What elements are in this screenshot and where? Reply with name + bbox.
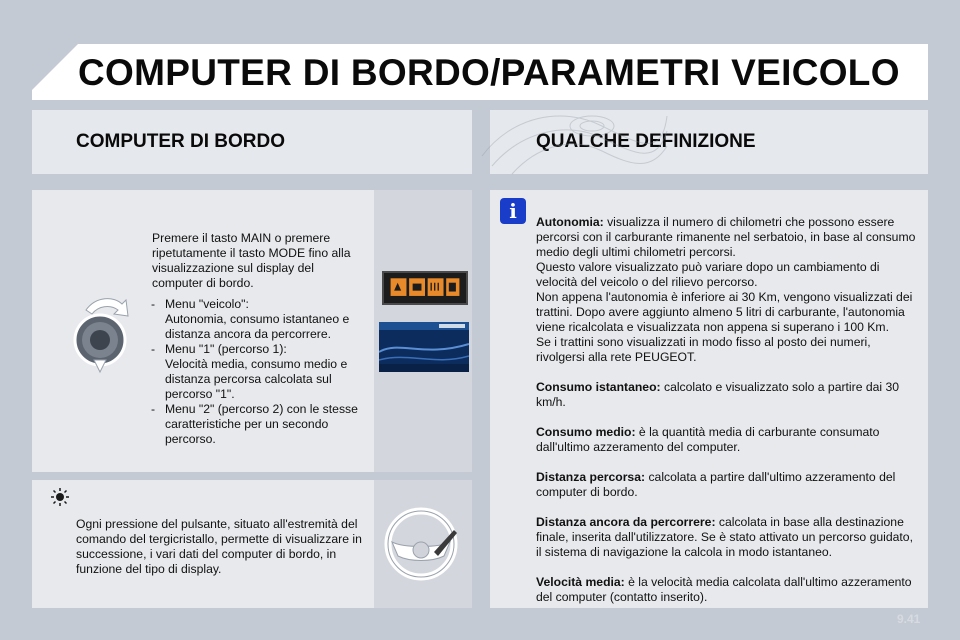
page-number: 9.41 [897, 612, 921, 626]
lightbulb-icon [50, 487, 70, 507]
menu-item [151, 402, 371, 447]
list-dash: - [151, 342, 156, 356]
definitions-list [536, 215, 918, 620]
rotary-knob-icon [68, 292, 138, 374]
left-section-header [32, 110, 472, 174]
left-section-title: COMPUTER DI BORDO [76, 131, 285, 152]
list-dash: - [151, 402, 156, 416]
definition-item [536, 575, 918, 605]
menu-list [151, 297, 371, 447]
definition-body: calcolata in base alla destinazione finale, inserita dall'utilizzatore. Se è stato attivato un percorso guidato, il sistema di navigazione la calcola in modo istantaneo. [536, 515, 913, 559]
definition-term: Velocità media: [536, 575, 625, 589]
info-icon: i [500, 198, 526, 224]
orange-display-screen [382, 271, 468, 305]
steering-wheel-icon [384, 506, 458, 582]
menu-item-text: Menu "1" (percorso 1): Velocità media, consumo medio e distanza percorsa calcolata sul percorso "1". [165, 342, 348, 401]
topographic-decoration [472, 96, 672, 176]
menu-item-text: Menu "veicolo": Autonomia, consumo istantaneo e distanza ancora da percorrere. [165, 297, 350, 341]
definition-item [536, 425, 918, 455]
page-title: COMPUTER DI BORDO/PARAMETRI VEICOLO [78, 52, 900, 93]
definition-body: calcolata a partire dall'ultimo azzeramento del computer di bordo. [536, 470, 896, 499]
definition-item [536, 380, 918, 410]
wiper-button-text: Ogni pressione del pulsante, situato all'estremità del comando del tergicristallo, permette di visualizzare in successione, i vari dati del computer di bordo, in funzione del tipo di display. [76, 517, 362, 576]
definition-term: Distanza ancora da percorrere: [536, 515, 716, 529]
definition-body: è la velocità media calcolata dall'ultimo azzeramento del computer (contatto inserito). [536, 575, 912, 604]
right-section-title: QUALCHE DEFINIZIONE [536, 131, 756, 152]
navigation-display-screen [379, 322, 469, 372]
definition-item [536, 515, 918, 560]
definition-term: Consumo istantaneo: [536, 380, 661, 394]
definition-body: è la quantità media di carburante consumato dall'ultimo azzeramento del computer. [536, 425, 880, 454]
definition-term: Distanza percorsa: [536, 470, 646, 484]
definition-term: Consumo medio: [536, 425, 636, 439]
intro-text: Premere il tasto MAIN o premere ripetutamente il tasto MODE fino alla visualizzazione sul display del computer di bordo. [152, 231, 351, 290]
definition-body: calcolato e visualizzato solo a partire dai 30 km/h. [536, 380, 900, 409]
list-dash: - [151, 297, 156, 311]
definition-body: visualizza il numero di chilometri che possono essere percorsi con il carburante rimanente nel serbatoio, in base al consumo medio degli ultimi chilometri percorsi. Questo valore visualizzato può variare dopo un cambiamento di velocità del veicolo o del rilievo percorso. Non appena l'autonomia è inferiore ai 30 Km, vengono visualizzati dei trattini. Dopo avere aggiunto almeno 5 litri di carburante, l'autonomia viene ricalcolata e visualizzata non appena si superano i 100 Km. Se i trattini sono visualizzati in modo fisso al posto dei numeri, rivolgersi alla rete PEUGEOT. [536, 215, 916, 364]
definition-item [536, 470, 918, 500]
definition-term: Autonomia: [536, 215, 604, 229]
menu-item [151, 342, 371, 402]
definition-item [536, 215, 918, 365]
menu-item [151, 297, 371, 342]
menu-item-text: Menu "2" (percorso 2) con le stesse caratteristiche per un secondo percorso. [165, 402, 358, 446]
